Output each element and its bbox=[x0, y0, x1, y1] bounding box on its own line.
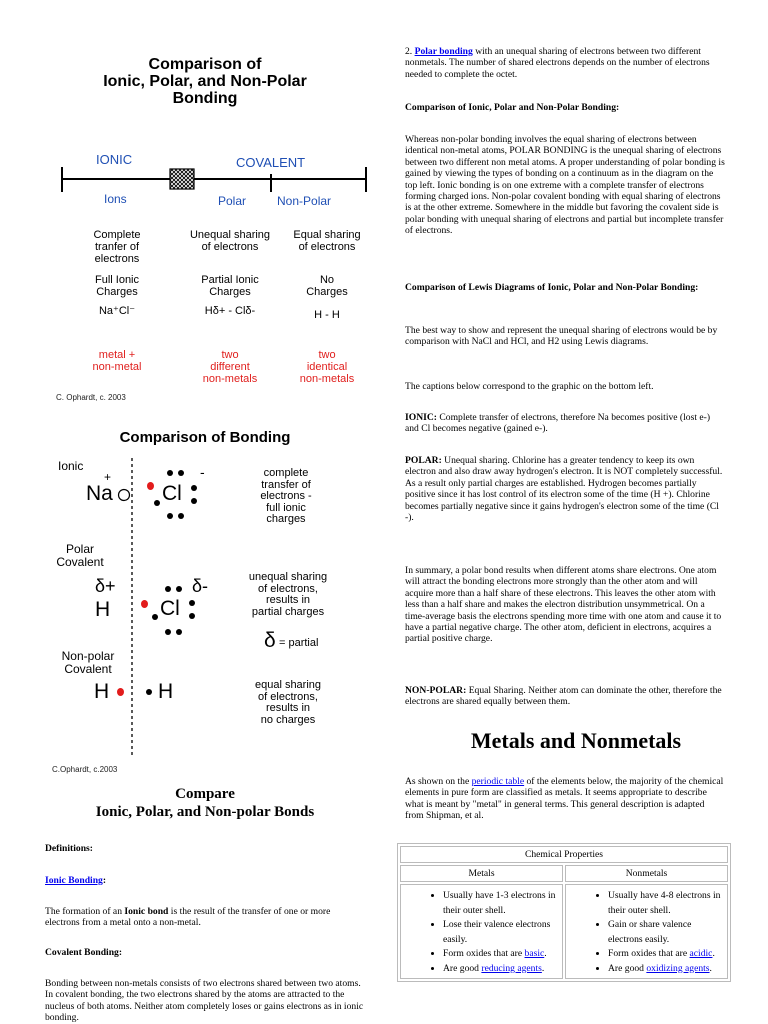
figure1-title bbox=[70, 56, 340, 107]
comparison-heading: Comparison of Ionic, Polar and Non-Polar Bonding: bbox=[405, 102, 620, 113]
text-span: Unequal sharing. Chlorine has a greater tendency to keep its own electron and also draw away hydrogen's electron. It is NOT completely successful. As a result only partial charges are established. Hydrogen becomes partially positive since it has lost control of its electron some of the time (H +). Chlorine becomes partially negative since it gains hydrogen's electron some of the time (Cl -). bbox=[405, 455, 723, 524]
h-symbol-right: H bbox=[158, 680, 174, 703]
electron-dot bbox=[152, 614, 158, 620]
charges-line: Full Ionic bbox=[94, 274, 140, 286]
label-line: Non-polar bbox=[61, 649, 115, 663]
text-span: Form oxides that are bbox=[608, 948, 690, 959]
label-line: Polar bbox=[65, 542, 94, 556]
plus-sign: + bbox=[104, 470, 112, 484]
electron-dot bbox=[165, 629, 171, 635]
empty-orbital-icon bbox=[117, 488, 131, 502]
text-span: with an unequal sharing of electrons between two different nonmetals. The number of shared electrons depends on the number of electrons needed to complete the octet. bbox=[405, 46, 710, 80]
covalent-label: COVALENT bbox=[236, 155, 306, 170]
bold-text: NON-POLAR: bbox=[405, 685, 467, 696]
text-span: The formation of an bbox=[45, 906, 125, 917]
label-line: Covalent bbox=[64, 662, 112, 676]
covalent-bonding-paragraph: Bonding between non-metals consists of two electrons shared between two atoms. In covalent bonding, the two electrons shared by the atoms are attracted to the nucleus of both atoms. Neither atom completely loses or gains electrons as in ionic bonding. bbox=[45, 978, 364, 1024]
desc-line: equal sharing bbox=[254, 679, 322, 691]
electron-dot bbox=[178, 470, 184, 476]
desc-line: Unequal sharing bbox=[189, 229, 271, 241]
heading-line: Compare bbox=[175, 786, 235, 802]
nonmetals-cell bbox=[565, 884, 728, 979]
electron-dot bbox=[178, 513, 184, 519]
desc-line: of electrons bbox=[201, 241, 259, 253]
text-span: is the result of the transfer of one or more electrons from a metal onto a non-metal. bbox=[45, 906, 331, 929]
nonmetals-header: Nonmetals bbox=[565, 865, 728, 882]
lewis-paragraph: The best way to show and represent the unequal sharing of electrons would be by comparison with NaCl and HCl, and H2 using Lewis diagrams. bbox=[405, 325, 718, 348]
colon: : bbox=[102, 875, 107, 886]
desc-line: full ionic bbox=[266, 501, 306, 514]
formula-nonpolar: H - H bbox=[314, 309, 340, 321]
text-span: of the elements below, the majority of the chemical elements in pure form are classified as metals. It seems appropriate to describe what is meant by "metal" in general terms. This general description is adapted from Shipman, et al. bbox=[405, 776, 724, 822]
table-caption: Chemical Properties bbox=[400, 846, 728, 863]
text-span: Are good bbox=[443, 962, 482, 974]
polar-caption bbox=[405, 455, 725, 523]
text-span: . bbox=[712, 948, 715, 959]
bold-text: IONIC: bbox=[405, 412, 437, 423]
nonpolar-caption bbox=[405, 685, 725, 708]
table-caption-row bbox=[400, 846, 728, 863]
desc-line: charges bbox=[266, 513, 306, 525]
ions-label: Ions bbox=[104, 192, 127, 206]
desc-line: complete bbox=[263, 467, 309, 479]
heading-line: Ionic, Polar, and Non-polar Bonds bbox=[95, 804, 315, 820]
definitions-label: Definitions: bbox=[45, 843, 93, 854]
charges-line: No bbox=[319, 274, 335, 286]
desc-polar-bond bbox=[240, 572, 336, 618]
covalent-bonding-heading: Covalent Bonding: bbox=[45, 947, 123, 958]
ionic-bonding-heading bbox=[45, 875, 365, 886]
desc-line: electrons bbox=[94, 253, 140, 265]
nonpolar-row-label bbox=[52, 650, 124, 676]
red-electron bbox=[117, 688, 124, 696]
acidic-link[interactable]: acidic bbox=[689, 948, 713, 959]
red-electron bbox=[147, 482, 154, 490]
desc-line: results in bbox=[265, 594, 311, 606]
table-header-row bbox=[400, 865, 728, 882]
formula-ionic: Na⁺Cl⁻ bbox=[98, 305, 136, 317]
type-line: two bbox=[221, 349, 239, 361]
periodic-table-link[interactable]: periodic table bbox=[471, 776, 525, 787]
chemical-properties-table bbox=[397, 843, 731, 982]
charges-line: Partial Ionic bbox=[201, 274, 259, 286]
polar-row-label bbox=[50, 543, 110, 569]
type-line: two bbox=[318, 349, 336, 361]
desc-line: Equal sharing bbox=[293, 229, 361, 241]
ionic-row-label: Ionic bbox=[58, 459, 84, 473]
ionic-caption bbox=[405, 412, 725, 435]
list-number: 2. bbox=[405, 46, 415, 57]
ionic-label: IONIC bbox=[96, 152, 133, 167]
cl-symbol: Cl bbox=[162, 482, 182, 505]
type-line: non-metals bbox=[299, 373, 355, 385]
text-span: . bbox=[541, 962, 545, 974]
polar-label: Polar bbox=[218, 194, 247, 208]
electron-dot bbox=[189, 600, 195, 606]
h-symbol-left: H bbox=[94, 680, 110, 703]
table-row bbox=[400, 884, 728, 979]
continuum-bar bbox=[58, 164, 370, 194]
electron-dot bbox=[176, 629, 182, 635]
lewis-heading: Comparison of Lewis Diagrams of Ionic, Polar and Non-Polar Bonding: bbox=[405, 282, 699, 293]
type-line: non-metals bbox=[202, 373, 258, 385]
desc-nonpolar bbox=[281, 229, 373, 253]
text-span: . bbox=[709, 962, 712, 974]
figure2-credit: C.Ophardt, c.2003 bbox=[52, 765, 118, 774]
type-line: different bbox=[210, 361, 250, 373]
list-item bbox=[608, 947, 725, 962]
desc-line: results in bbox=[265, 702, 311, 714]
hatch-box bbox=[170, 169, 194, 189]
list-item bbox=[443, 962, 560, 977]
electron-dot bbox=[191, 498, 197, 504]
desc-line: Complete bbox=[93, 229, 141, 241]
list-item bbox=[608, 962, 725, 977]
label-line: Covalent bbox=[56, 555, 104, 569]
charges-line: Charges bbox=[209, 286, 251, 298]
na-symbol: Na bbox=[86, 482, 113, 505]
delta-key-symbol: δ bbox=[264, 629, 276, 652]
minus-sign: - bbox=[200, 464, 205, 480]
type-nonpolar bbox=[281, 349, 373, 385]
figure1-title-line: Comparison of bbox=[148, 56, 262, 73]
metals-list bbox=[403, 889, 560, 976]
summary-paragraph: In summary, a polar bond results when different atoms share electrons. One atom will attract the bonding electrons more strongly than the other atom and will acquire more than a half share of these electrons. This leaves the other atom with less than a half share and makes the electron distribution unsymmetrical. On a time-average basis the electrons spending more time with one atom and cause it to have a partial negative charge. The other atom, deficient in electrons, acquires a partial positive charge. bbox=[405, 565, 722, 645]
dashed-divider bbox=[130, 458, 134, 758]
electron-dot bbox=[165, 586, 171, 592]
formula-polar: Hδ+ - Clδ- bbox=[204, 305, 256, 317]
type-line: metal + bbox=[98, 349, 136, 361]
text-span: As shown on the bbox=[405, 776, 472, 787]
type-line: identical bbox=[306, 361, 348, 373]
nonmetals-list bbox=[568, 889, 725, 976]
electron-dot bbox=[167, 470, 173, 476]
figure2-title: Comparison of Bonding bbox=[119, 429, 291, 446]
figure1-title-line: Bonding bbox=[172, 90, 238, 107]
cl-symbol-polar: Cl bbox=[160, 597, 180, 620]
figure1-credit: C. Ophardt, c. 2003 bbox=[56, 393, 126, 402]
electron-dot bbox=[176, 586, 182, 592]
comparison-paragraph: Whereas non-polar bonding involves the equal sharing of electrons between identical non-metal atoms, POLAR BONDING is the unequal sharing of electrons between two different non metal atoms. A proper understanding of polar bonding is gained by viewing the types of bonding on a continuum as in the diagram on the top left. Ionic bonding is on one extreme with a complete transfer of electrons forming charged ions. Non-polar covalent bonding with equal sharing of electrons is at the other extreme. Somewhere in the middle but favoring the covalent side is polar bonding with unequal sharing of electrons and partial but incomplete transfer of electrons. bbox=[405, 134, 725, 237]
charges-ionic bbox=[72, 274, 162, 298]
bold-text: POLAR: bbox=[405, 455, 442, 466]
metals-cell bbox=[400, 884, 563, 979]
desc-line: of electrons, bbox=[258, 582, 318, 595]
type-line: non-metal bbox=[92, 361, 142, 373]
polar-bonding-link[interactable]: Polar bonding bbox=[414, 46, 473, 57]
list-item: • Gain or share valence electrons easily. bbox=[608, 918, 725, 947]
desc-line: of electrons bbox=[298, 241, 356, 253]
list-item: • Usually have 4-8 electrons in their outer shell. bbox=[608, 889, 725, 918]
charges-line: Charges bbox=[96, 286, 138, 298]
figure1-title-line: Ionic, Polar, and Non-Polar bbox=[103, 73, 307, 90]
nonpolar-label: Non-Polar bbox=[277, 194, 332, 208]
list-item: • Lose their valence electrons easily. bbox=[443, 918, 560, 947]
desc-line: electrons - bbox=[260, 490, 312, 502]
bold-text: Ionic bond bbox=[124, 906, 169, 917]
text-span: Complete transfer of electrons, therefore Na becomes positive (lost e-) and Cl becomes negative (gained e-). bbox=[405, 412, 711, 435]
metals-header: Metals bbox=[400, 865, 563, 882]
ionic-bonding-link[interactable]: Ionic Bonding bbox=[45, 875, 103, 886]
compare-heading bbox=[40, 785, 370, 821]
captions-paragraph: The captions below correspond to the graphic on the bottom left. bbox=[405, 381, 654, 392]
partial-key: = partial bbox=[279, 637, 319, 649]
desc-ionic bbox=[72, 229, 162, 265]
text-span: Form oxides that are bbox=[443, 948, 525, 959]
text-span: Are good bbox=[608, 962, 647, 974]
type-polar bbox=[180, 349, 280, 385]
desc-line: of electrons, bbox=[258, 690, 318, 703]
desc-line: no charges bbox=[260, 713, 316, 726]
charges-nonpolar bbox=[281, 274, 373, 298]
h-symbol-polar: H bbox=[95, 598, 111, 621]
oxidizing-agents-link[interactable]: oxidizing agents bbox=[646, 962, 710, 974]
electron-dot bbox=[167, 513, 173, 519]
delta-plus: δ+ bbox=[95, 576, 116, 596]
desc-line: tranfer of bbox=[94, 241, 140, 253]
type-ionic bbox=[72, 349, 162, 373]
list-item bbox=[443, 947, 560, 962]
metals-heading: Metals and Nonmetals bbox=[470, 728, 682, 753]
ionic-bonding-paragraph bbox=[45, 906, 365, 929]
text-span: Equal Sharing. Neither atom can dominate the other, therefore the electrons are shared equally between them. bbox=[405, 685, 722, 708]
desc-polar bbox=[180, 229, 280, 253]
delta-minus: δ- bbox=[192, 576, 209, 596]
list-item: • Usually have 1-3 electrons in their outer shell. bbox=[443, 889, 560, 918]
electron-dot bbox=[191, 485, 197, 491]
electron-dot bbox=[189, 613, 195, 619]
reducing-agents-link[interactable]: reducing agents bbox=[481, 962, 542, 974]
desc-ionic-bond bbox=[236, 468, 336, 526]
charges-line: Charges bbox=[306, 286, 348, 298]
text-span: . bbox=[544, 948, 547, 959]
desc-line: transfer of bbox=[261, 478, 311, 491]
electron-dot bbox=[154, 500, 160, 506]
metals-paragraph bbox=[405, 776, 725, 822]
red-electron bbox=[141, 600, 148, 608]
basic-link[interactable]: basic bbox=[524, 948, 545, 959]
desc-nonpolar-bond bbox=[240, 680, 336, 726]
charges-polar bbox=[180, 274, 280, 298]
desc-line: unequal sharing bbox=[248, 571, 328, 583]
desc-line: partial charges bbox=[251, 605, 325, 618]
polar-bonding-intro bbox=[405, 46, 725, 80]
electron-dot bbox=[146, 689, 152, 695]
